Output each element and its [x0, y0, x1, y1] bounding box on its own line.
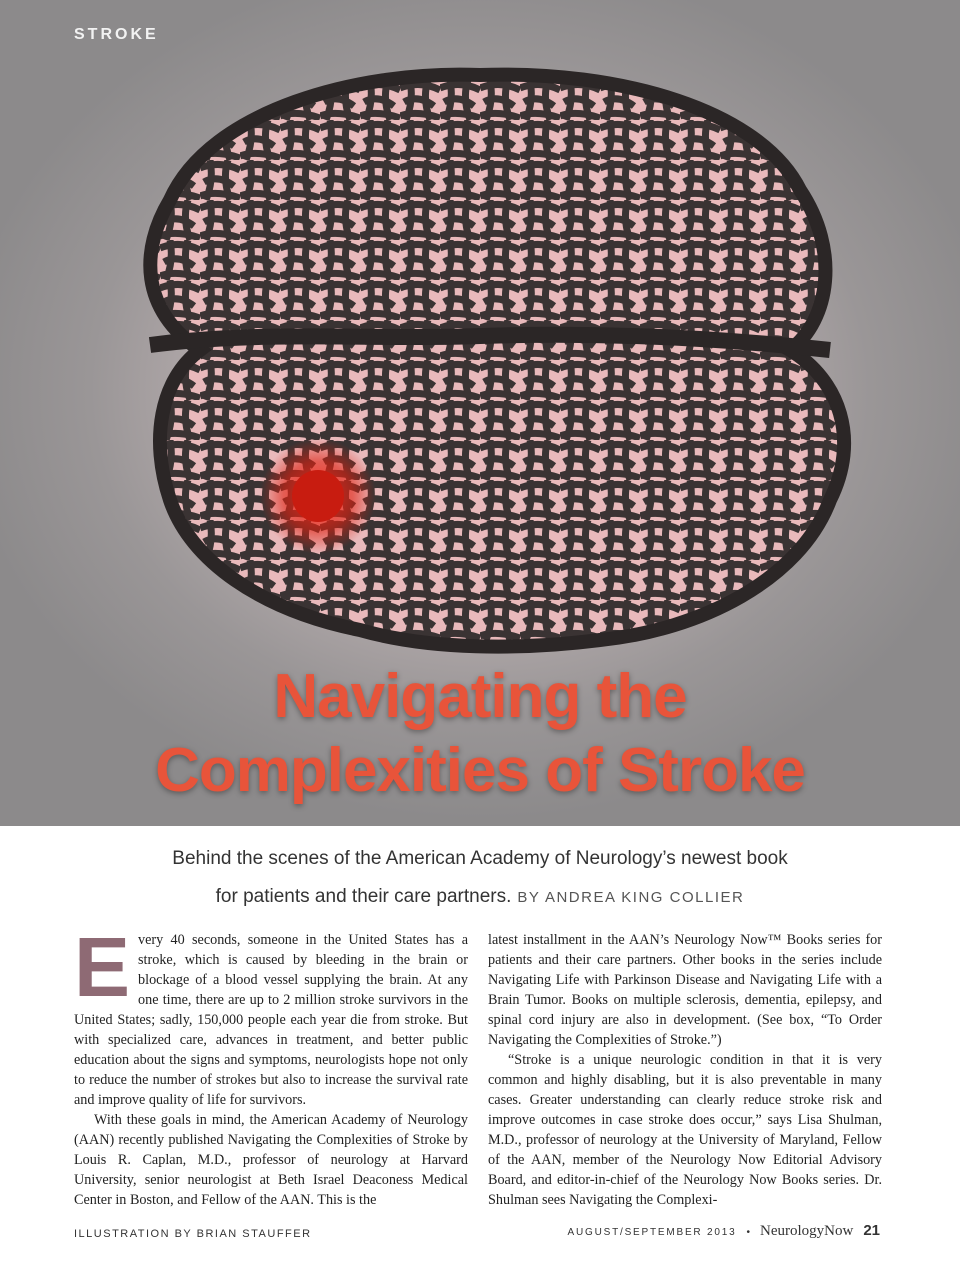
issue-date: AUGUST/SEPTEMBER 2013 — [567, 1227, 737, 1238]
page-number: 21 — [863, 1222, 880, 1239]
article-column-right — [488, 930, 882, 1210]
deck-line-2-text: for patients and their care partners. — [215, 886, 512, 907]
headline-line-2: Complexities of Stroke — [155, 736, 805, 805]
paragraph-2: With these goals in mind, the American Academy of Neurology (AAN) recently published Navigating the Complexities of Stroke by Louis R. Caplan, M.D., professor of neurology at Harvard University, senior neurologist at Beth Israel Deaconess Medical Center in Boston, and Fellow of the AAN. This is the — [74, 1112, 468, 1208]
footer-bullet: • — [746, 1227, 750, 1238]
illustration-credit: ILLUSTRATION BY BRIAN STAUFFER — [74, 1228, 312, 1240]
magazine-name: NeurologyNow — [759, 1223, 854, 1239]
article-column-left — [74, 920, 468, 1210]
paragraph-3: latest installment in the AAN’s Neurology Now™ Books series for patients and their care partners. Other books in the series include Navigating Life with Parkinson Disease and Navigating Life with a Brain Tumor. Books on multiple sclerosis, dementia, epilepsy, and spinal cord injury are also in development. (See box, “To Order Navigating the Complexities of Stroke.”) — [488, 932, 882, 1048]
deck-line-2 — [0, 886, 960, 908]
drop-cap: E — [74, 920, 131, 1014]
deck-line-1: Behind the scenes of the American Academy of Neurology’s newest book — [172, 848, 788, 869]
page-footer — [568, 1222, 880, 1240]
headline-line-1: Navigating the — [273, 662, 687, 731]
byline: BY ANDREA KING COLLIER — [517, 889, 745, 906]
paragraph-1: very 40 seconds, someone in the United States has a stroke, which is caused by bleeding in the brain or blockage of a blood vessel supplying the brain. At any one time, there are up to 2 million stroke survivors in the United States; sadly, 150,000 people each year die from stroke. But with specialized care, advances in treatment, and better public education about the signs and symptoms, neurologists hope not only to reduce the number of strokes but also to increase the survival rate and improve quality of life for survivors. — [74, 932, 468, 1108]
section-label: STROKE — [74, 26, 159, 43]
paragraph-4: “Stroke is a unique neurologic condition in that it is very common and highly disabling, but it is also preventable in many cases. Greater understanding can clearly reduce stroke risk and improve outcomes in case stroke does occur,” says Lisa Shulman, M.D., professor of neurology at the University of Maryland, Fellow of the AAN, member of the Neurology Now Editorial Advisory Board, and editor-in-chief of the Neurology Now Books series. Dr. Shulman sees Navigating the Complexi- — [488, 1052, 882, 1208]
